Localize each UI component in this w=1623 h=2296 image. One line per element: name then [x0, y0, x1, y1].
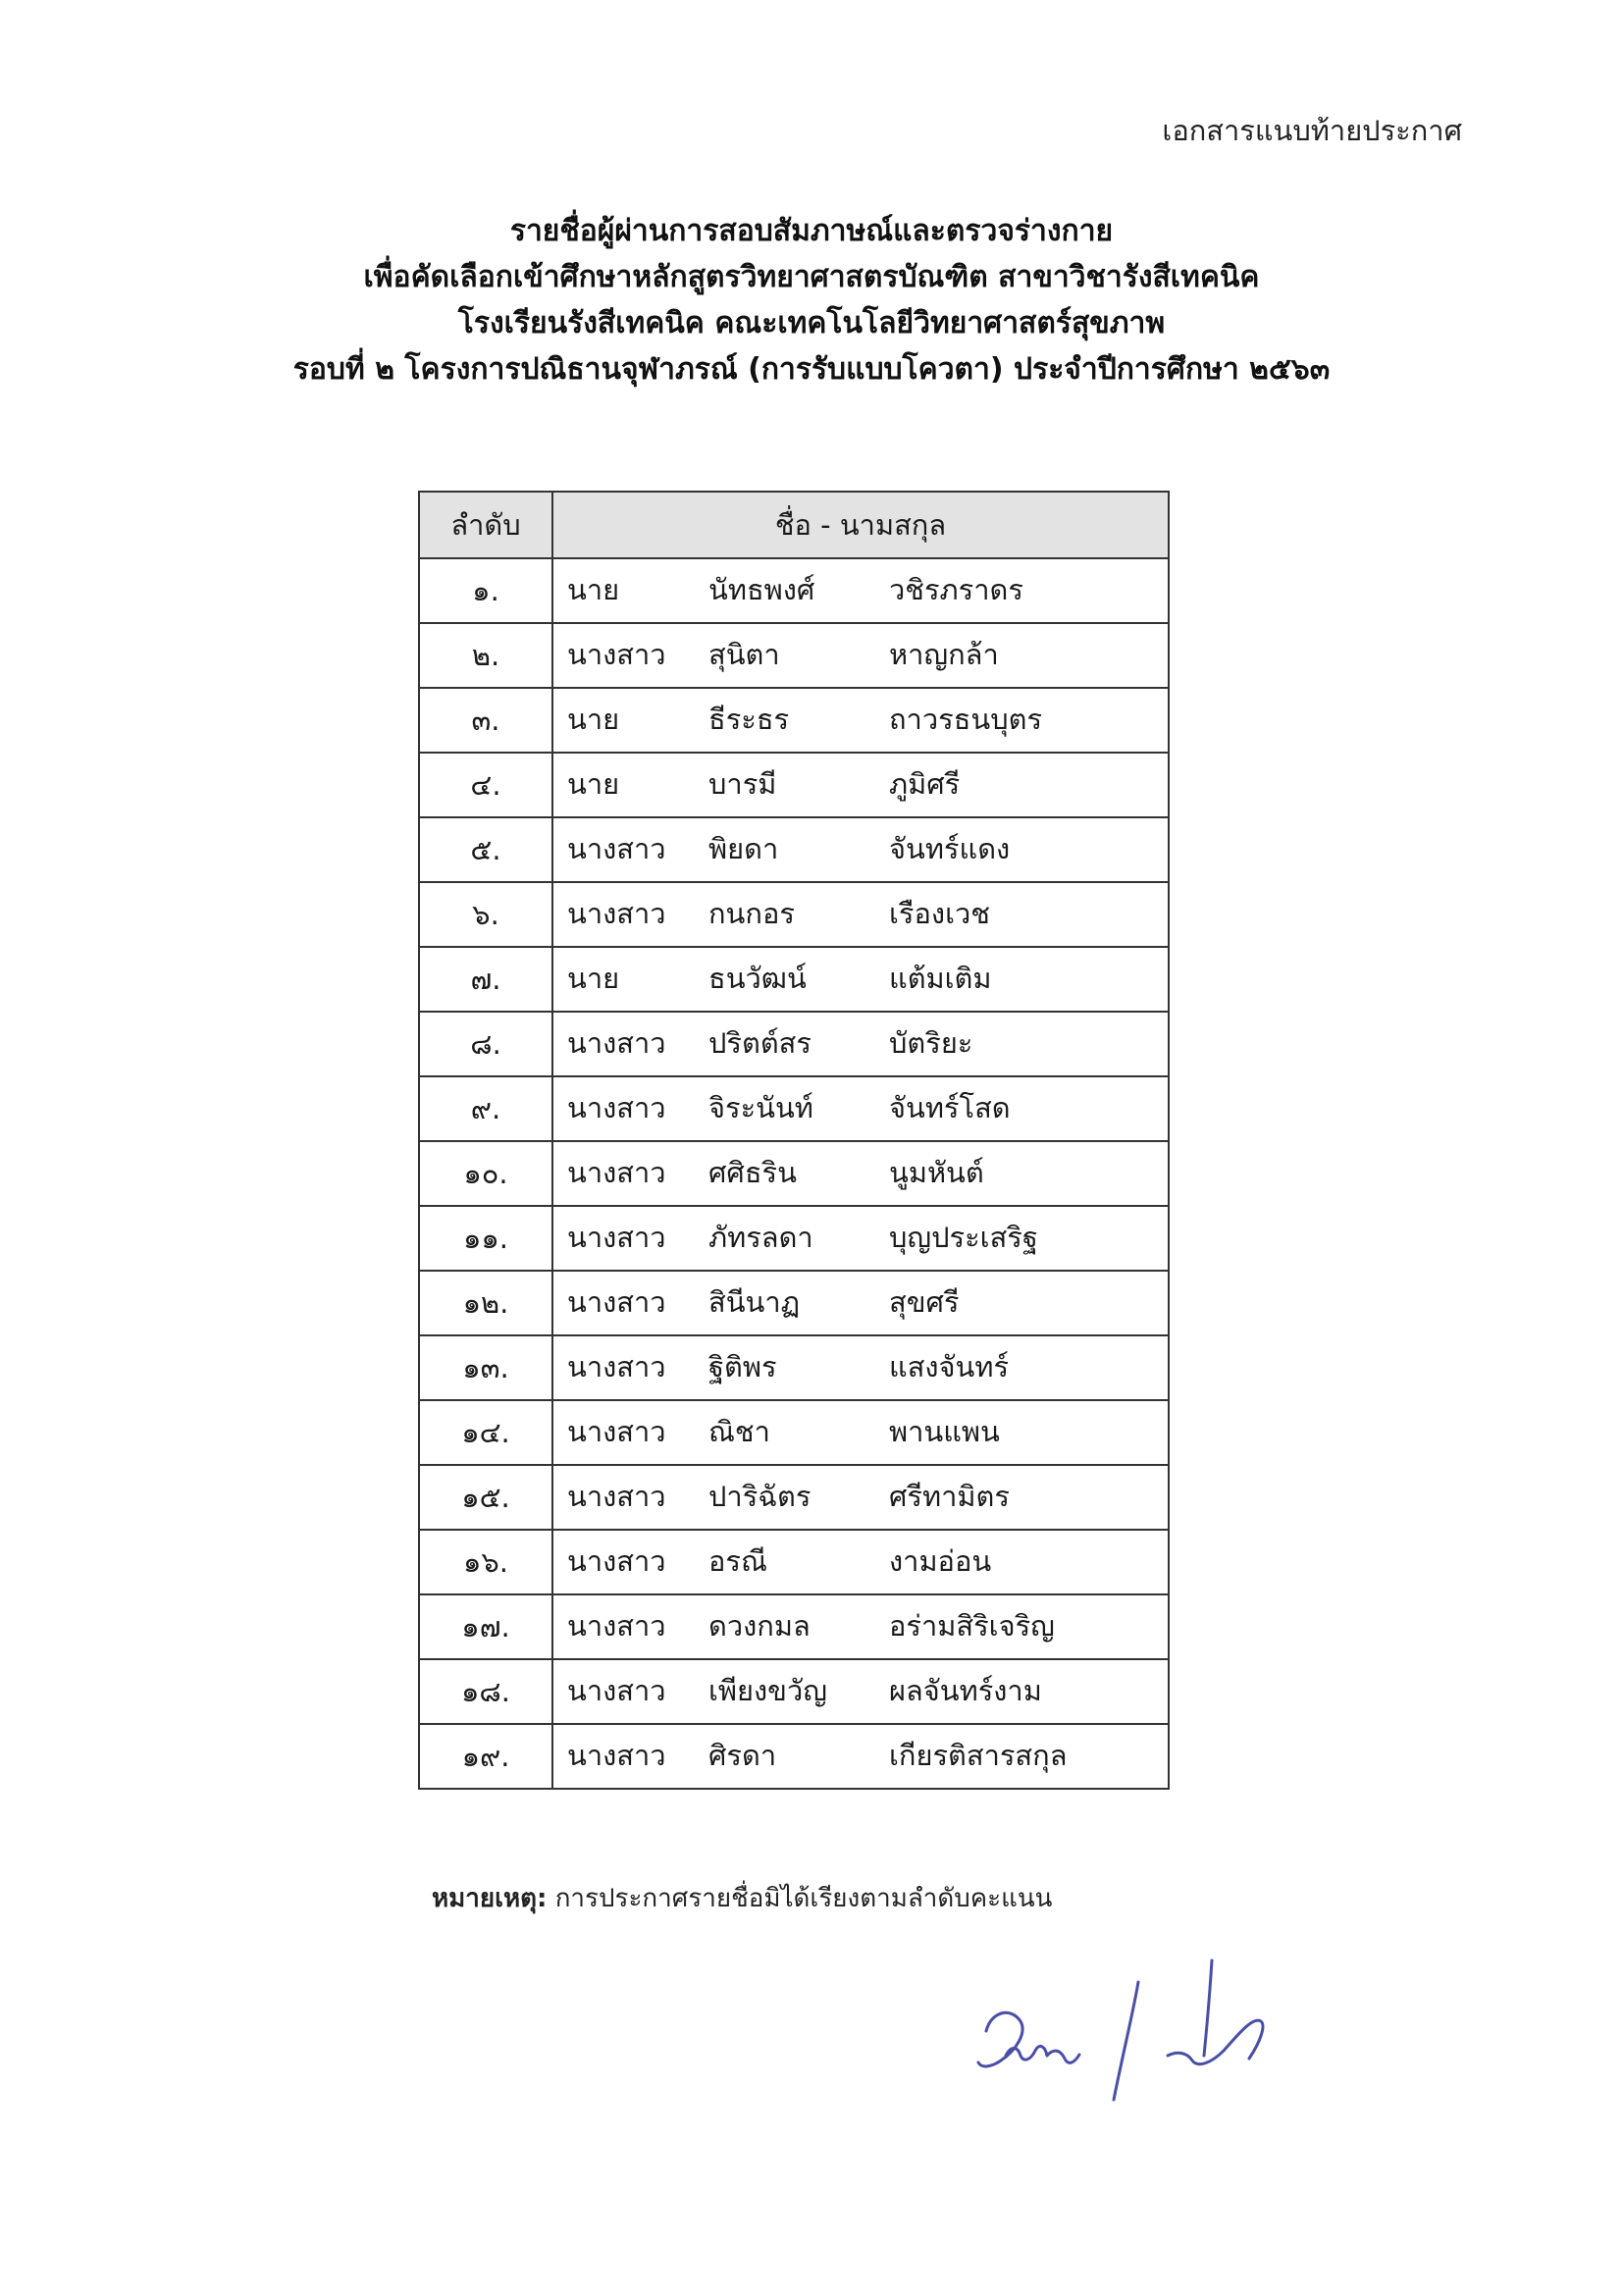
row-prefix: นางสาว: [567, 1609, 666, 1644]
row-seq: ๑๔.: [419, 1400, 552, 1465]
signature-stroke-1: [978, 2012, 1079, 2066]
row-last-name: วชิรภราดร: [889, 573, 1023, 607]
row-seq: ๑๘.: [419, 1659, 552, 1724]
footnote: [432, 1878, 1052, 1918]
row-prefix: นางสาว: [567, 1221, 666, 1255]
row-name-cell: [552, 1012, 1169, 1076]
table-header-row: [419, 492, 1169, 558]
signature-stroke-3: [1168, 2020, 1263, 2064]
row-name-cell: [552, 1141, 1169, 1206]
row-first-name: ปริตต์สร: [708, 1026, 812, 1061]
row-last-name: บัตริยะ: [889, 1026, 973, 1061]
row-last-name: แสงจันทร์: [889, 1350, 1010, 1384]
title-line-2: เพื่อคัดเลือกเข้าศึกษาหลักสูตรวิทยาศาสตรบัณฑิต สาขาวิชารังสีเทคนิค: [363, 260, 1260, 294]
row-prefix: นางสาว: [567, 1350, 666, 1384]
title-line-3: โรงเรียนรังสีเทคนิค คณะเทคโนโลยีวิทยาศาสตร์สุขภาพ: [457, 306, 1166, 340]
table-row: [419, 1141, 1169, 1206]
table-row: [419, 1594, 1169, 1659]
table-row: [419, 688, 1169, 753]
row-name-cell: [552, 947, 1169, 1012]
row-last-name: ภูมิศรี: [889, 767, 961, 802]
row-first-name: จิระนันท์: [708, 1091, 813, 1125]
row-first-name: เพียงขวัญ: [708, 1674, 827, 1708]
row-seq: ๑๓.: [419, 1335, 552, 1400]
signature-stroke-4: [1204, 1960, 1212, 2056]
row-seq: ๙.: [419, 1076, 552, 1141]
row-last-name: อร่ามสิริเจริญ: [889, 1609, 1055, 1644]
footnote-label: หมายเหตุ:: [432, 1884, 548, 1913]
row-prefix: นางสาว: [567, 1739, 666, 1773]
row-seq: ๖.: [419, 882, 552, 947]
row-first-name: ธนวัฒน์: [708, 962, 807, 996]
row-first-name: ปาริฉัตร: [708, 1480, 812, 1514]
row-prefix: นางสาว: [567, 1674, 666, 1708]
row-seq: ๗.: [419, 947, 552, 1012]
row-last-name: บุญประเสริฐ: [889, 1221, 1038, 1255]
row-last-name: เรืองเวช: [889, 897, 990, 931]
row-seq: ๑๑.: [419, 1206, 552, 1271]
row-seq: ๑๙.: [419, 1724, 552, 1789]
title-line-4: รอบที่ ๒ โครงการปณิธานจุฬาภรณ์ (การรับแบบโควตา) ประจำปีการศึกษา ๒๕๖๓: [292, 352, 1331, 387]
row-prefix: นางสาว: [567, 1156, 666, 1190]
row-first-name: พิยดา: [708, 832, 779, 866]
row-prefix: นางสาว: [567, 638, 666, 672]
table-row: [419, 947, 1169, 1012]
footnote-text: การประกาศรายชื่อมิได้เรียงตามลำดับคะแนน: [554, 1884, 1053, 1913]
table-row: [419, 1206, 1169, 1271]
row-name-cell: [552, 882, 1169, 947]
row-first-name: ดวงกมล: [708, 1609, 811, 1644]
row-name-cell: [552, 1206, 1169, 1271]
title-line-1: รายชื่อผู้ผ่านการสอบสัมภาษณ์และตรวจร่างกาย: [509, 214, 1114, 248]
row-name-cell: [552, 1076, 1169, 1141]
row-seq: ๑๖.: [419, 1530, 552, 1594]
row-prefix: นาย: [567, 573, 620, 607]
row-first-name: ภัทรลดา: [708, 1221, 813, 1255]
row-last-name: เกียรติสารสกุล: [889, 1739, 1068, 1773]
row-last-name: งามอ่อน: [889, 1544, 992, 1579]
attachment-label: เอกสารแนบท้ายประกาศ: [1162, 114, 1462, 147]
document-title: [0, 208, 1623, 392]
row-name-cell: [552, 1724, 1169, 1789]
row-first-name: อรณี: [708, 1544, 767, 1579]
row-name-cell: [552, 1271, 1169, 1335]
row-first-name: ฐิติพร: [708, 1350, 777, 1384]
row-first-name: บารมี: [708, 767, 777, 802]
table-row: [419, 882, 1169, 947]
row-name-cell: [552, 558, 1169, 623]
table-body: [419, 558, 1169, 1789]
row-first-name: ศศิธริน: [708, 1156, 797, 1190]
row-first-name: ธีระธร: [708, 703, 790, 737]
table-row: [419, 558, 1169, 623]
row-last-name: แต้มเติม: [889, 962, 992, 996]
row-prefix: นางสาว: [567, 1544, 666, 1579]
row-seq: ๑๕.: [419, 1465, 552, 1530]
row-prefix: นางสาว: [567, 897, 666, 931]
row-name-cell: [552, 688, 1169, 753]
row-last-name: สุขศรี: [889, 1285, 960, 1320]
row-prefix: นางสาว: [567, 1091, 666, 1125]
row-prefix: นางสาว: [567, 1415, 666, 1449]
row-first-name: สุนิตา: [708, 638, 780, 672]
table-row: [419, 753, 1169, 817]
table-row: [419, 1271, 1169, 1335]
row-prefix: นางสาว: [567, 832, 666, 866]
row-prefix: นางสาว: [567, 1285, 666, 1320]
table-row: [419, 817, 1169, 882]
row-prefix: นาย: [567, 962, 620, 996]
table-row: [419, 1465, 1169, 1530]
row-seq: ๑๒.: [419, 1271, 552, 1335]
row-name-cell: [552, 753, 1169, 817]
table-row: [419, 1012, 1169, 1076]
row-name-cell: [552, 1465, 1169, 1530]
row-last-name: หาญกล้า: [889, 638, 999, 672]
row-name-cell: [552, 817, 1169, 882]
row-first-name: ศิรดา: [708, 1739, 777, 1773]
table-row: [419, 1400, 1169, 1465]
row-prefix: นาย: [567, 767, 620, 802]
row-seq: ๑๗.: [419, 1594, 552, 1659]
row-name-cell: [552, 1400, 1169, 1465]
row-name-cell: [552, 1594, 1169, 1659]
row-seq: ๓.: [419, 688, 552, 753]
row-name-cell: [552, 1659, 1169, 1724]
row-last-name: จันทร์โสด: [889, 1091, 1011, 1125]
row-last-name: ผลจันทร์งาม: [889, 1674, 1042, 1708]
row-name-cell: [552, 1335, 1169, 1400]
row-last-name: นูมหันต์: [889, 1156, 984, 1190]
row-first-name: สินีนาฏ: [708, 1285, 801, 1320]
row-last-name: ศรีทามิตร: [889, 1480, 1010, 1514]
row-prefix: นางสาว: [567, 1026, 666, 1061]
signature-stroke-2: [1114, 1982, 1138, 2100]
table-row: [419, 1076, 1169, 1141]
table-row: [419, 1659, 1169, 1724]
row-first-name: กนกอร: [708, 897, 795, 931]
table-row: [419, 1335, 1169, 1400]
results-table: [418, 491, 1170, 1790]
table-row: [419, 1724, 1169, 1789]
row-last-name: ถาวรธนบุตร: [889, 703, 1043, 737]
row-first-name: นัทธพงศ์: [708, 573, 815, 607]
signature-image: [967, 1953, 1310, 2119]
row-seq: ๑.: [419, 558, 552, 623]
row-prefix: นาย: [567, 703, 620, 737]
row-name-cell: [552, 623, 1169, 688]
row-last-name: จันทร์แดง: [889, 832, 1011, 866]
row-seq: ๕.: [419, 817, 552, 882]
header-name: ชื่อ - นามสกุล: [552, 492, 1169, 558]
row-seq: ๔.: [419, 753, 552, 817]
row-seq: ๒.: [419, 623, 552, 688]
header-seq: ลำดับ: [419, 492, 552, 558]
table-row: [419, 1530, 1169, 1594]
row-seq: ๘.: [419, 1012, 552, 1076]
row-last-name: พานแพน: [889, 1415, 1000, 1449]
row-prefix: นางสาว: [567, 1480, 666, 1514]
row-first-name: ณิชา: [708, 1415, 770, 1449]
row-seq: ๑๐.: [419, 1141, 552, 1206]
table-row: [419, 623, 1169, 688]
row-name-cell: [552, 1530, 1169, 1594]
